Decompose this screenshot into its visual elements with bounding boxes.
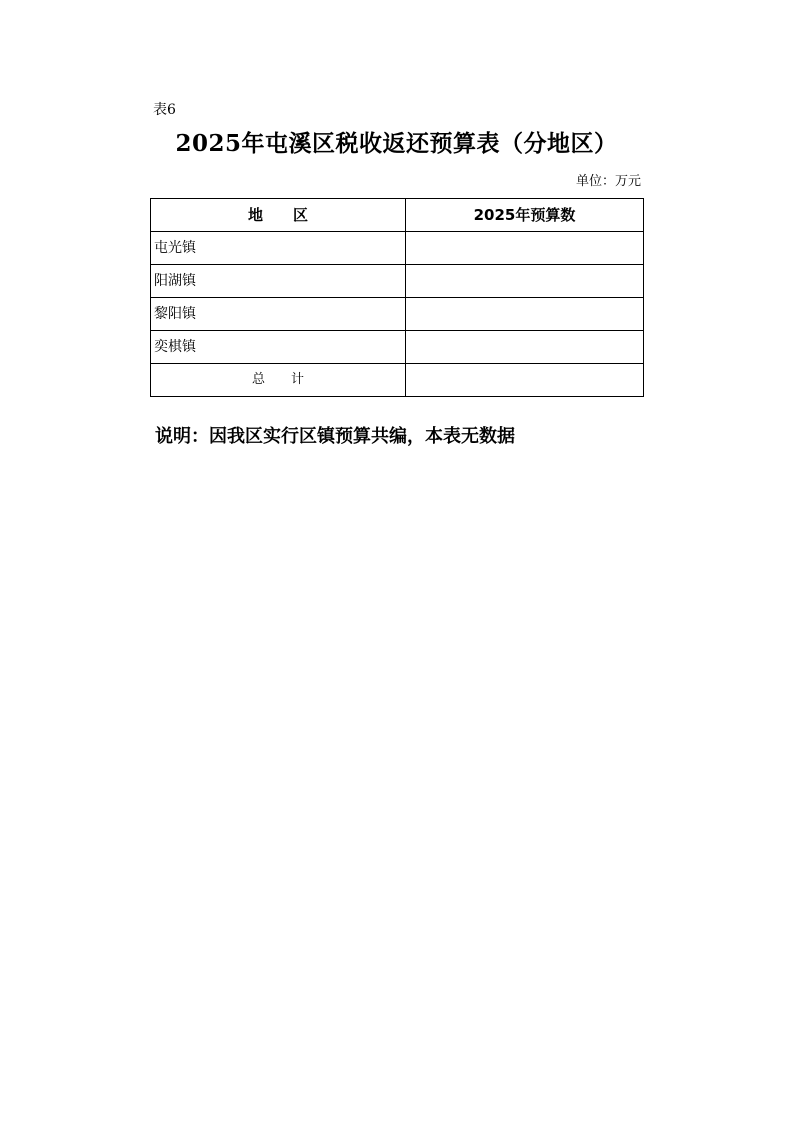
budget-cell <box>406 331 644 364</box>
explanatory-note: 说明：因我区实行区镇预算共编，本表无数据 <box>155 426 515 447</box>
table-header-row <box>151 199 644 232</box>
table-row <box>151 265 644 298</box>
budget-cell <box>406 232 644 265</box>
region-cell: 奕棋镇 <box>151 331 406 364</box>
region-cell: 阳湖镇 <box>151 265 406 298</box>
total-budget-cell <box>406 364 644 397</box>
budget-cell <box>406 265 644 298</box>
table-row <box>151 232 644 265</box>
column-header-budget: 2025年预算数 <box>406 199 644 232</box>
table-number: 表6 <box>153 102 176 118</box>
column-header-region: 地 区 <box>151 199 406 232</box>
total-label-cell: 总 计 <box>151 364 406 397</box>
region-cell: 屯光镇 <box>151 232 406 265</box>
table-row <box>151 298 644 331</box>
page-title: 2025年屯溪区税收返还预算表（分地区） <box>175 130 618 157</box>
total-row <box>151 364 644 397</box>
region-cell: 黎阳镇 <box>151 298 406 331</box>
table-row <box>151 331 644 364</box>
budget-table <box>150 198 644 397</box>
unit-label: 单位：万元 <box>575 174 641 189</box>
budget-cell <box>406 298 644 331</box>
